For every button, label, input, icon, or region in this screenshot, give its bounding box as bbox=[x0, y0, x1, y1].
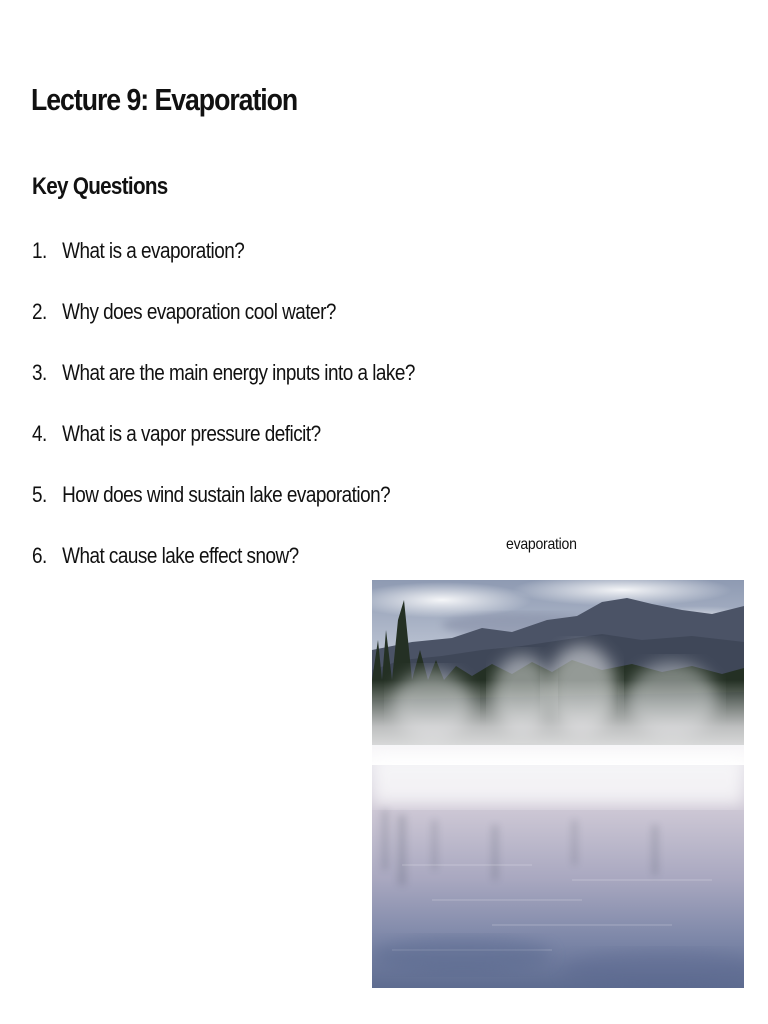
question-item bbox=[32, 299, 415, 360]
question-text: What cause lake effect snow? bbox=[62, 543, 299, 568]
question-text: What is a evaporation? bbox=[62, 238, 245, 263]
misty-lake-photo bbox=[372, 580, 744, 988]
question-text: How does wind sustain lake evaporation? bbox=[62, 482, 391, 507]
question-number: 2. bbox=[32, 299, 47, 324]
question-item bbox=[32, 238, 415, 299]
figure-caption: evaporation bbox=[506, 536, 577, 553]
question-number: 6. bbox=[32, 543, 47, 568]
question-item bbox=[32, 543, 415, 604]
slide-title: Lecture 9: Evaporation bbox=[31, 82, 298, 117]
question-number: 5. bbox=[32, 482, 47, 507]
question-text: Why does evaporation cool water? bbox=[62, 299, 336, 324]
question-item bbox=[32, 360, 415, 421]
question-text: What is a vapor pressure deficit? bbox=[62, 421, 321, 446]
question-number: 1. bbox=[32, 238, 47, 263]
slide-subtitle: Key Questions bbox=[32, 173, 168, 200]
question-list bbox=[32, 238, 477, 604]
question-number: 3. bbox=[32, 360, 47, 385]
question-number: 4. bbox=[32, 421, 47, 446]
question-item bbox=[32, 482, 415, 543]
question-text: What are the main energy inputs into a lake? bbox=[62, 360, 415, 385]
question-item bbox=[32, 421, 415, 482]
